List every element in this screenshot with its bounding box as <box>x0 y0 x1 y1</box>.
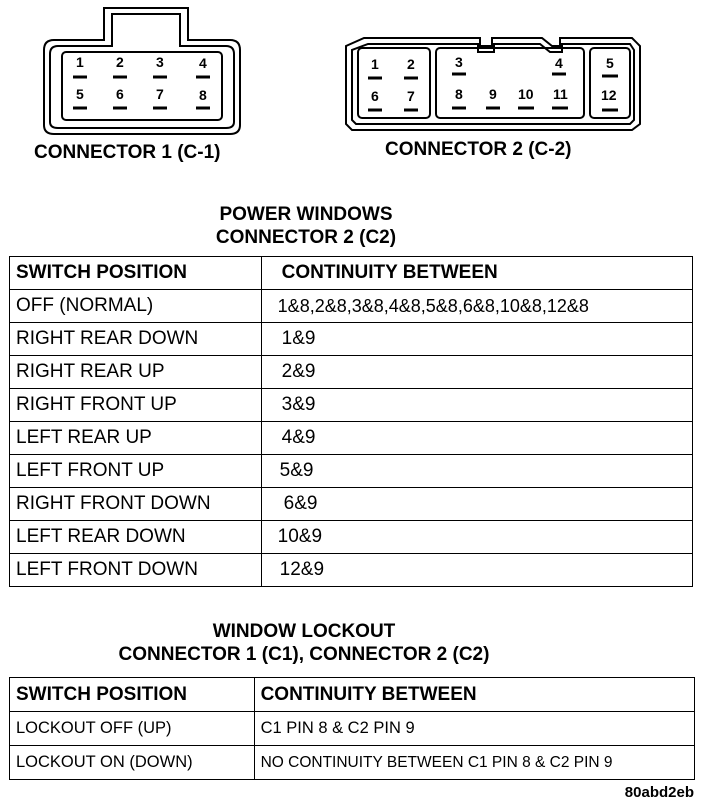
connector-2-diagram <box>0 0 704 140</box>
connector-2-pin-label: 10 <box>518 86 534 102</box>
connector-2-pin-label: 5 <box>606 55 614 71</box>
window-lockout-title-line2: CONNECTOR 1 (C1), CONNECTOR 2 (C2) <box>118 644 490 665</box>
window-lockout-table <box>9 677 695 780</box>
continuity-cell: 4&9 <box>261 422 692 455</box>
table-row <box>10 521 693 554</box>
connector-1-pin-label: 5 <box>76 86 84 102</box>
table-row <box>10 554 693 587</box>
switch-position-cell: LEFT REAR UP <box>10 422 262 455</box>
table-row <box>10 323 693 356</box>
figure-code: 80abd2eb <box>624 784 694 801</box>
connector-1-pin-label: 7 <box>156 86 164 102</box>
table-row <box>10 746 695 780</box>
table-header-row <box>10 678 695 712</box>
table-row <box>10 455 693 488</box>
switch-position-cell: RIGHT FRONT UP <box>10 389 262 422</box>
power-windows-title <box>0 203 612 249</box>
connector-2-pin-label: 1 <box>371 56 379 72</box>
connector-1-pin-label: 4 <box>199 55 207 71</box>
window-lockout-title-line1: WINDOW LOCKOUT <box>212 621 396 642</box>
continuity-cell: NO CONTINUITY BETWEEN C1 PIN 8 & C2 PIN 9 <box>254 746 694 780</box>
connector-1-pin-label: 8 <box>199 87 207 103</box>
column-header-continuity: CONTINUITY BETWEEN <box>254 678 694 712</box>
switch-position-cell: RIGHT FRONT DOWN <box>10 488 262 521</box>
power-windows-title-line2: CONNECTOR 2 (C2) <box>215 227 397 248</box>
switch-position-cell: LEFT REAR DOWN <box>10 521 262 554</box>
switch-position-cell: LEFT FRONT DOWN <box>10 554 262 587</box>
connector-2-pin-label: 2 <box>407 56 415 72</box>
connector-2-pin-label: 6 <box>371 88 379 104</box>
table-row <box>10 488 693 521</box>
continuity-cell: 12&9 <box>261 554 692 587</box>
continuity-cell: 10&9 <box>261 521 692 554</box>
continuity-cell: 2&9 <box>261 356 692 389</box>
connector-2-pin-label: 4 <box>555 55 563 71</box>
switch-position-cell: RIGHT REAR UP <box>10 356 262 389</box>
power-windows-title-line1: POWER WINDOWS <box>219 204 393 225</box>
switch-position-cell: LOCKOUT OFF (UP) <box>10 712 255 746</box>
connector-2-pin-label: 12 <box>601 87 617 103</box>
power-windows-table <box>9 256 693 587</box>
connector-1-pin-label: 6 <box>116 86 124 102</box>
connector-1-pin-label: 3 <box>156 54 164 70</box>
column-header-switch-position: SWITCH POSITION <box>10 678 255 712</box>
connector-1-caption: CONNECTOR 1 (C-1) <box>34 142 221 163</box>
continuity-cell: C1 PIN 8 & C2 PIN 9 <box>254 712 694 746</box>
table-row <box>10 712 695 746</box>
continuity-cell: 5&9 <box>261 455 692 488</box>
column-header-continuity: CONTINUITY BETWEEN <box>261 257 692 290</box>
switch-position-cell: RIGHT REAR DOWN <box>10 323 262 356</box>
connector-2-pin-label: 11 <box>553 86 568 102</box>
switch-position-cell: LOCKOUT ON (DOWN) <box>10 746 255 780</box>
connector-2-pin-label: 7 <box>407 88 415 104</box>
continuity-cell: 1&9 <box>261 323 692 356</box>
connector-1-pin-label: 2 <box>116 54 124 70</box>
column-header-switch-position: SWITCH POSITION <box>10 257 262 290</box>
connector-1-pin-label: 1 <box>76 54 84 70</box>
connector-2-pin-label: 3 <box>455 54 463 70</box>
connector-2-pin-label: 9 <box>489 86 497 102</box>
window-lockout-title <box>0 620 608 666</box>
connector-2-caption: CONNECTOR 2 (C-2) <box>385 139 572 160</box>
table-row <box>10 356 693 389</box>
connector-2-pin-label: 8 <box>455 86 463 102</box>
table-row <box>10 290 693 323</box>
table-header-row <box>10 257 693 290</box>
continuity-cell: 1&8,2&8,3&8,4&8,5&8,6&8,10&8,12&8 <box>261 290 692 323</box>
switch-position-cell: LEFT FRONT UP <box>10 455 262 488</box>
table-row <box>10 389 693 422</box>
table-row <box>10 422 693 455</box>
switch-position-cell: OFF (NORMAL) <box>10 290 262 323</box>
continuity-cell: 3&9 <box>261 389 692 422</box>
continuity-cell: 6&9 <box>261 488 692 521</box>
